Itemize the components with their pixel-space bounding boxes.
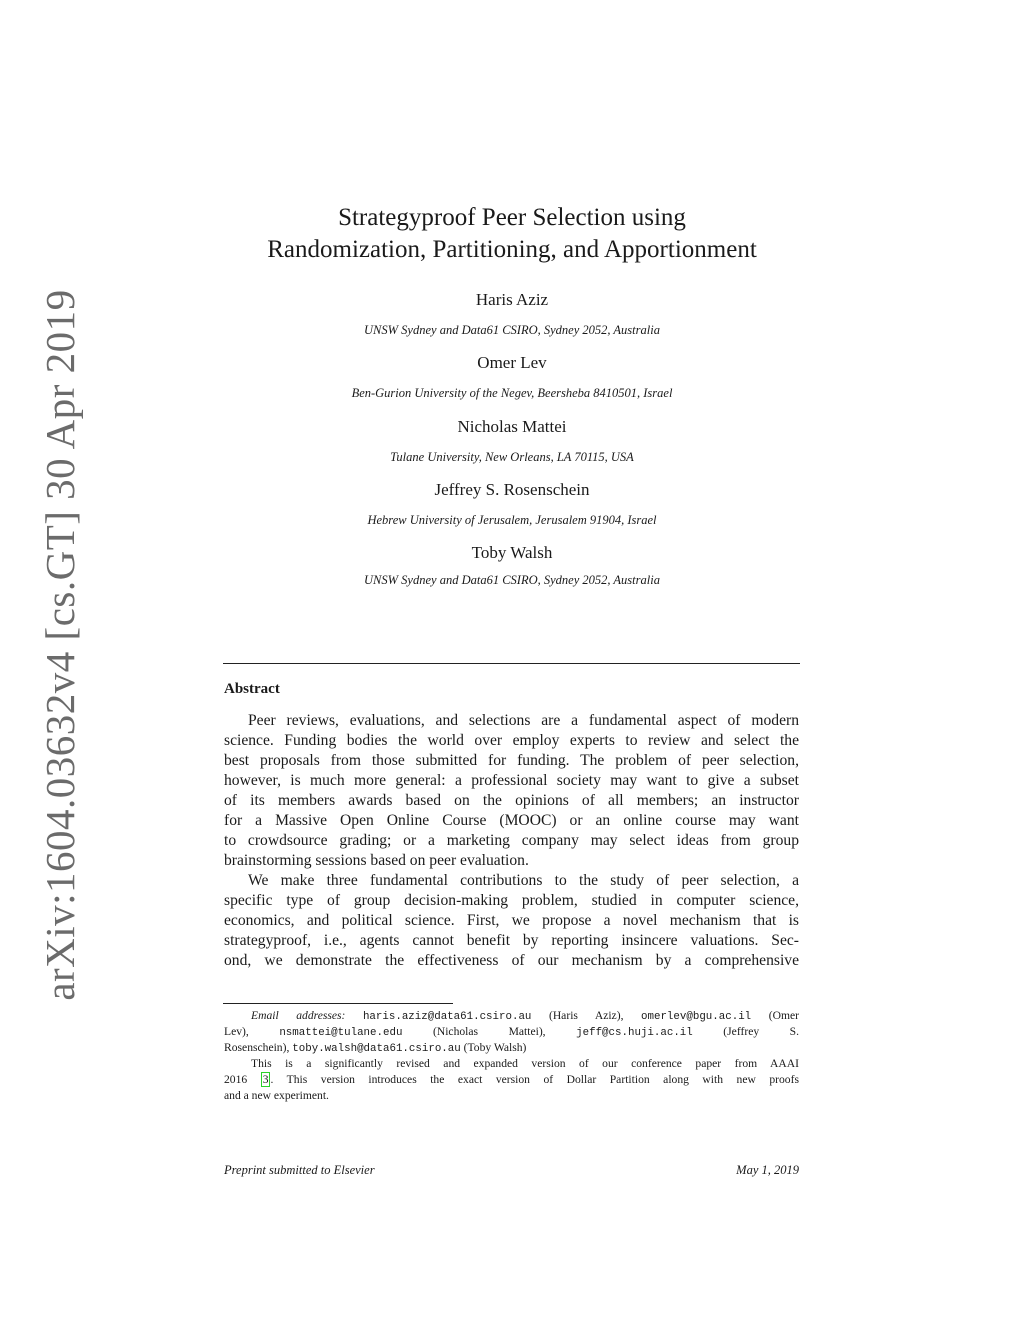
email-link[interactable]: omerlev@bgu.ac.il — [641, 1011, 752, 1023]
arxiv-identifier-text: arXiv:1604.03632v4 [cs.GT] 30 Apr 2019 — [37, 289, 83, 1001]
footnote-line: and a new experiment. — [224, 1089, 329, 1102]
preprint-notice: Preprint submitted to Elsevier — [224, 1163, 375, 1177]
email-link[interactable]: toby.walsh@data61.csiro.au — [292, 1043, 461, 1055]
abstract-line: of its members awards based on the opinions of all members; an instructor — [224, 792, 799, 809]
email-link[interactable]: jeff@cs.huji.ac.il — [576, 1027, 693, 1039]
abstract-line: best proposals from those submitted for funding. The problem of peer selection, — [224, 752, 799, 769]
abstract-paragraph-2 — [224, 871, 799, 971]
author-affiliation: Hebrew University of Jerusalem, Jerusalem 91904, Israel — [367, 513, 657, 527]
paper-title — [0, 202, 1024, 266]
citation-number: 3 — [262, 1073, 269, 1086]
abstract-line: brainstorming sessions based on peer evaluation. — [224, 852, 529, 869]
abstract-line: science. Funding bodies the world over employ experts to review and select the — [224, 732, 799, 749]
author-name: Jeffrey S. Rosenschein — [434, 480, 590, 499]
author-name: Toby Walsh — [471, 543, 553, 562]
email-label: Email addresses: — [251, 1009, 346, 1022]
abstract-line: Peer reviews, evaluations, and selections are a fundamental aspect of modern — [248, 712, 799, 729]
footnote-text: 2016 — [224, 1073, 248, 1086]
abstract-line: We make three fundamental contributions to the study of peer selection, a — [248, 872, 799, 889]
footnote-line — [224, 1008, 799, 1024]
email-owner: (Nicholas Mattei), — [432, 1025, 546, 1038]
footnote-line — [224, 1072, 799, 1088]
abstract-line: however, is much more general: a professional society may want to give a subset — [224, 772, 799, 789]
footnote-line: This is a significantly revised and expanded version of our conference paper from AAAI — [251, 1057, 799, 1070]
paper-title-line-2: Randomization, Partitioning, and Apportionment — [267, 236, 757, 263]
abstract-line: for a Massive Open Online Course (MOOC) or an online course may want — [224, 812, 799, 829]
author-name: Haris Aziz — [475, 290, 549, 309]
abstract-line: ond, we demonstrate the effectiveness of our mechanism by a comprehensive — [224, 952, 799, 969]
email-owner: Rosenschein), — [224, 1041, 290, 1054]
footnote-text: . This version introduces the exact version of Dollar Partition along with new proofs — [270, 1073, 799, 1086]
author-affiliation: UNSW Sydney and Data61 CSIRO, Sydney 2052, Australia — [364, 323, 660, 337]
footnote-line — [224, 1040, 799, 1056]
email-owner: Lev), — [224, 1025, 249, 1038]
footnote-rule — [223, 1003, 453, 1004]
abstract-paragraph-1 — [224, 711, 799, 871]
paper-title-line-1: Strategyproof Peer Selection using — [338, 204, 686, 231]
abstract-line: economics, and political science. First, we propose a novel mechanism that is — [224, 912, 799, 929]
footnote-version-note — [224, 1056, 799, 1104]
footnote-emails — [224, 1008, 799, 1056]
email-owner: (Jeffrey S. — [723, 1025, 799, 1038]
author-affiliation: UNSW Sydney and Data61 CSIRO, Sydney 2052, Australia — [364, 573, 660, 587]
author-name: Omer Lev — [477, 353, 547, 372]
email-owner: (Toby Walsh) — [463, 1041, 527, 1054]
citation-link[interactable] — [261, 1072, 271, 1087]
author-name: Nicholas Mattei — [457, 417, 567, 436]
email-owner: (Omer — [768, 1009, 799, 1022]
preprint-date: May 1, 2019 — [736, 1163, 799, 1177]
author-affiliation: Tulane University, New Orleans, LA 70115, USA — [390, 450, 634, 464]
email-link[interactable]: haris.aziz@data61.csiro.au — [362, 1011, 532, 1023]
author-affiliation: Ben-Gurion University of the Negev, Beersheba 8410501, Israel — [351, 386, 673, 400]
abstract-line: specific type of group decision-making problem, studied in computer science, — [224, 892, 799, 909]
footnote-line — [224, 1024, 799, 1040]
abstract-line: to crowdsource grading; or a marketing company may select ideas from group — [224, 832, 799, 849]
abstract-heading: Abstract — [224, 681, 280, 697]
abstract-line: strategyproof, i.e., agents cannot benefit by reporting insincere valuations. Sec- — [224, 932, 799, 949]
email-link[interactable]: nsmattei@tulane.edu — [279, 1027, 403, 1039]
abstract-top-rule — [223, 663, 800, 664]
email-owner: (Haris Aziz), — [548, 1009, 624, 1022]
